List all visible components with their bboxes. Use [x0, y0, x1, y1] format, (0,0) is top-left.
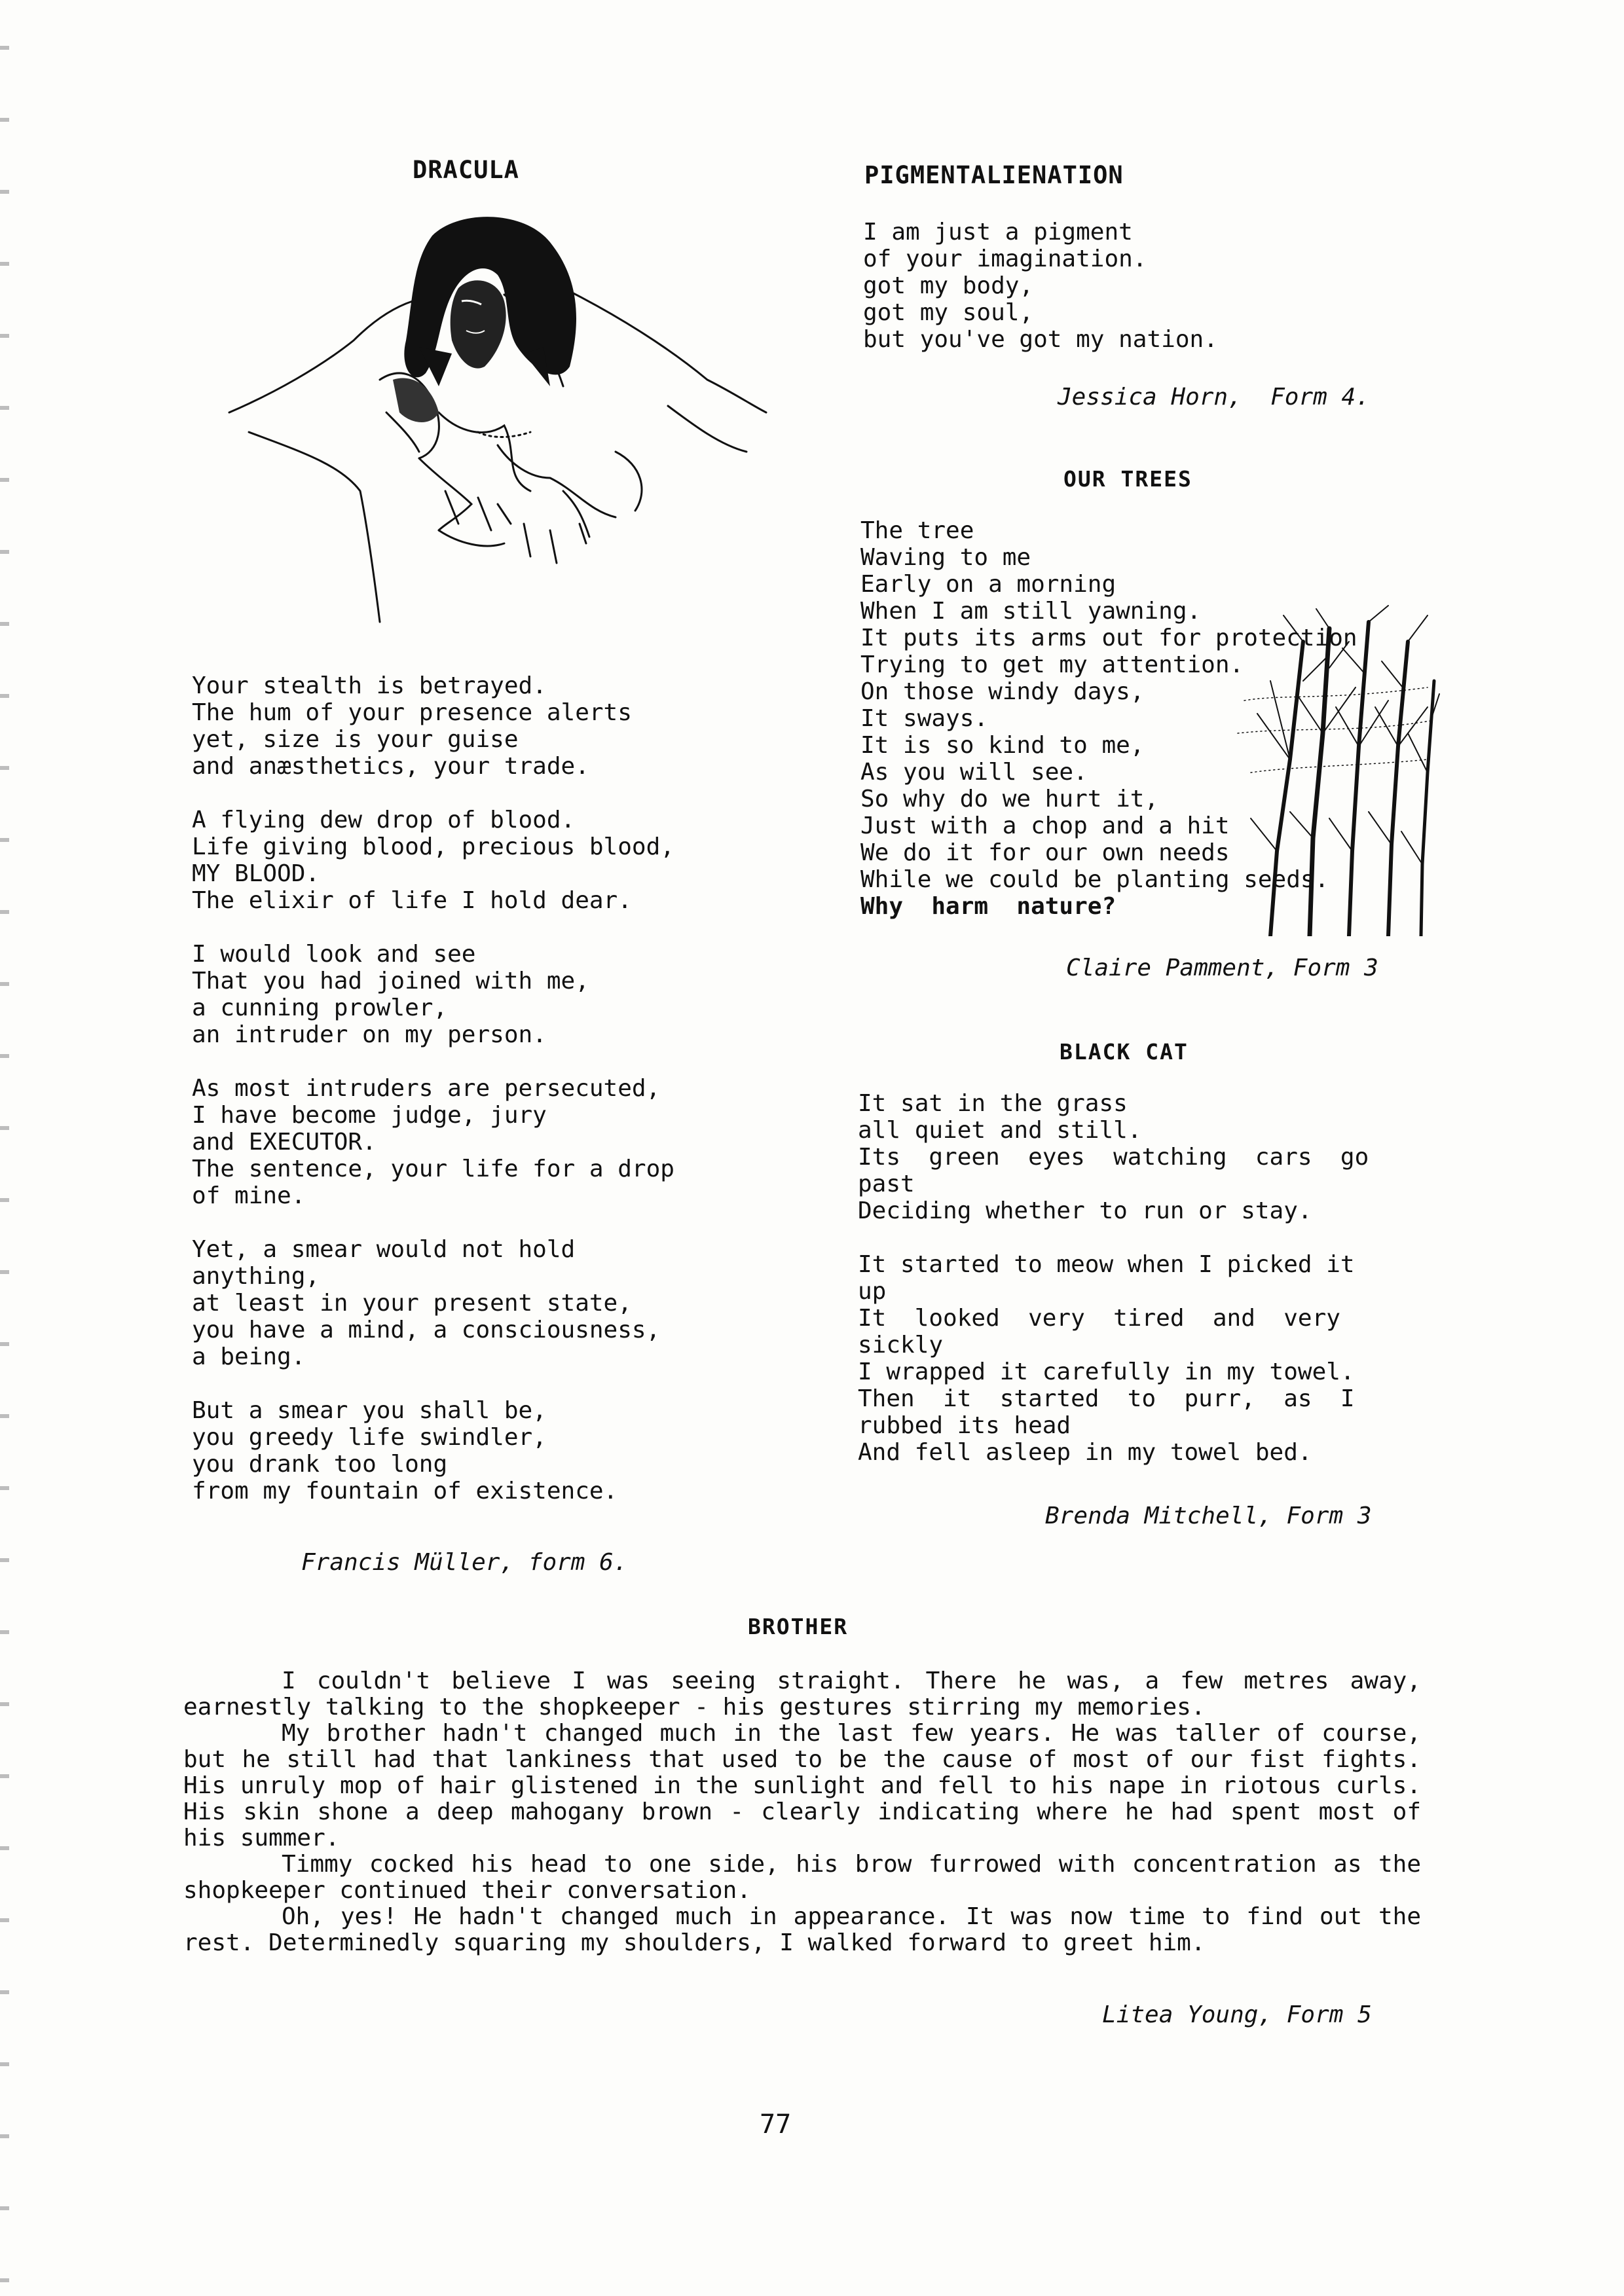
our-trees-title: OUR TREES	[1063, 466, 1192, 492]
pigmentalienation-credit: Jessica Horn, Form 4.	[1058, 384, 1370, 410]
brother-credit: Litea Young, Form 5	[1102, 2001, 1372, 2028]
brother-paragraph: Timmy cocked his head to one side, his brow furrowed with concentration as the shopkeeper continued their conversation.	[183, 1851, 1421, 1904]
binding-edge	[0, 0, 9, 2296]
brother-story	[183, 1668, 1421, 1956]
dracula-stanza: Your stealth is betrayed. The hum of your presence alerts yet, size is your guise and anæsthetics, your trade.	[192, 672, 632, 780]
pigmentalienation-poem: I am just a pigment of your imagination. got my body, got my soul, but you've got my nation.	[863, 219, 1218, 353]
dracula-stanza: But a smear you shall be, you greedy life swindler, you drank too long from my fountain of existence.	[192, 1397, 618, 1504]
our-trees-credit: Claire Pamment, Form 3	[1066, 955, 1378, 981]
dracula-illustration	[223, 216, 773, 635]
dracula-stanza: A flying dew drop of blood. Life giving blood, precious blood, MY BLOOD. The elixir of life I hold dear.	[192, 807, 674, 914]
black-cat-poem	[858, 1090, 1369, 1466]
brother-paragraph: Oh, yes! He hadn't changed much in appearance. It was now time to find out the rest. Determinedly squaring my shoulders, I walked forward to greet him.	[183, 1903, 1421, 1956]
dracula-credit: Francis Müller, form 6.	[301, 1549, 628, 1576]
page-number: 77	[760, 2109, 792, 2140]
brother-title: BROTHER	[748, 1614, 849, 1639]
black-cat-stanza: It started to meow when I picked it up It looked very tired and very sickly I wrapped it carefully in my towel. Then it started to purr, as I rubbed its head And fell asleep in my towel bed.	[858, 1251, 1355, 1466]
brother-paragraph: My brother hadn't changed much in the last few years. He was taller of course, but he still had that lankiness that used to be the cause of most of our fist fights. His unruly mop of hair glistened in the sunlight and fell to his nape in riotous curls. His skin shone a deep mahogany brown - clearly indicating where he had spent most of his summer.	[183, 1720, 1421, 1851]
black-cat-credit: Brenda Mitchell, Form 3	[1045, 1503, 1372, 1529]
black-cat-title: BLACK CAT	[1060, 1039, 1189, 1065]
black-cat-stanza: It sat in the grass all quiet and still. Its green eyes watching cars go past Deciding whether to run or stay.	[858, 1090, 1369, 1224]
dracula-stanza: Yet, a smear would not hold anything, at least in your present state, you have a mind, a consciousness, a being.	[192, 1236, 661, 1370]
dracula-title: DRACULA	[413, 156, 519, 184]
our-trees-poem: The tree Waving to me Early on a morning When I am still yawning. It puts its arms out for protection Trying to get my attention. On those windy days, It sways. It is so kind to me, As you will see. So why do we hurt it, Just with a chop and a hit We do it for our own needs While we could be planting seeds.	[860, 517, 1357, 893]
dracula-poem	[192, 672, 674, 1504]
pigmentalienation-title: PIGMENTALIENATION	[864, 161, 1124, 189]
dracula-stanza: I would look and see That you had joined with me, a cunning prowler, an intruder on my person.	[192, 941, 589, 1048]
brother-paragraph: I couldn't believe I was seeing straight. There he was, a few metres away, earnestly talking to the shopkeeper - his gestures stirring my memories.	[183, 1667, 1421, 1721]
our-trees-last-line: Why harm nature?	[860, 893, 1116, 920]
dracula-stanza: As most intruders are persecuted, I have become judge, jury and EXECUTOR. The sentence, your life for a drop of mine.	[192, 1075, 674, 1209]
